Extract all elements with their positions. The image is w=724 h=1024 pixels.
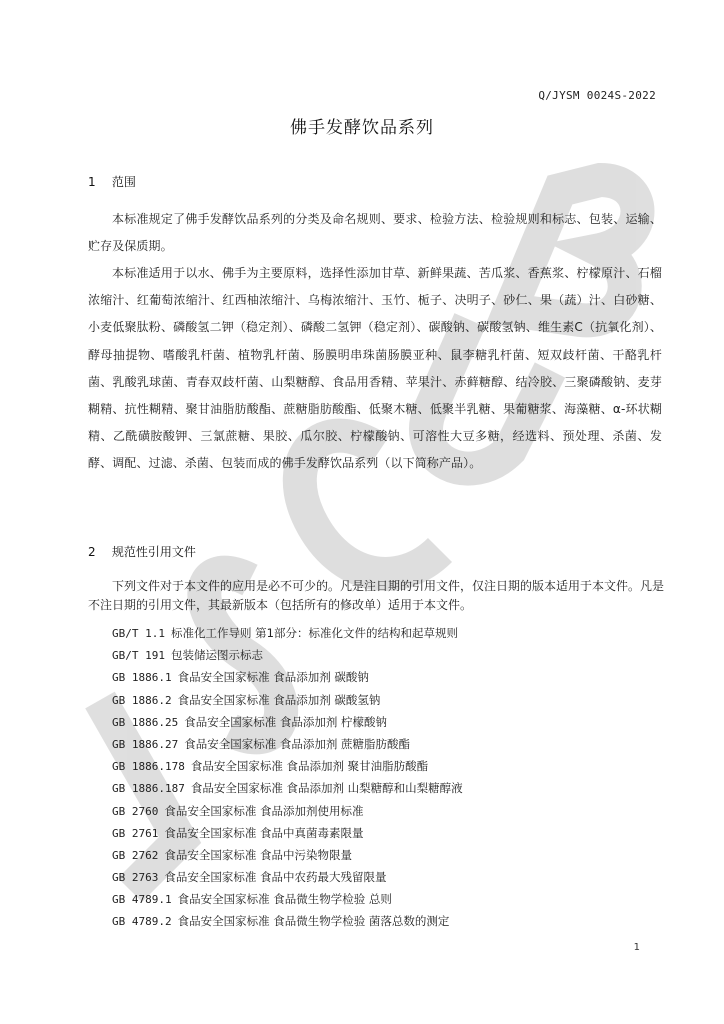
reference-code: GB 2763 <box>112 871 159 885</box>
reference-title: 食品安全国家标准 食品添加剂 柠檬酸钠 <box>184 714 388 729</box>
reference-title: 标准化工作导则 第1部分：标准化文件的结构和起草规则 <box>170 626 458 640</box>
document-title: 佛手发酵饮品系列 <box>290 118 434 138</box>
reference-code: GB/T 191 <box>112 649 165 663</box>
reference-code: GB/T 1.1 <box>112 627 165 640</box>
references-intro-paragraph: 下列文件对于本文件的应用是必不可少的。凡是注日期的引用文件，仅注日期的版本适用于本文件。凡是不注日期的引用文件，其最新版本（包括所有的修改单）适用于本文件。 <box>88 579 665 612</box>
reference-title: 食品安全国家标准 食品添加剂 碳酸钠 <box>177 670 369 685</box>
reference-item <box>112 844 463 866</box>
section-number: 1 <box>88 175 96 189</box>
reference-code: GB 4789.2 <box>112 915 172 929</box>
section-heading-normative-references <box>88 543 196 560</box>
section-heading-scope <box>88 173 136 190</box>
section-title: 规范性引用文件 <box>111 545 196 559</box>
reference-item <box>112 800 463 822</box>
reference-item <box>112 866 463 888</box>
reference-item <box>112 644 463 666</box>
reference-item <box>112 711 463 733</box>
reference-item <box>112 910 463 932</box>
section-title: 范围 <box>111 175 136 189</box>
section-number: 2 <box>88 545 96 559</box>
reference-item <box>112 622 463 644</box>
reference-list <box>112 622 463 933</box>
reference-code: GB 2761 <box>112 826 159 840</box>
reference-code: GB 4789.1 <box>112 893 172 907</box>
reference-item <box>112 666 463 688</box>
reference-title: 食品安全国家标准 食品中农药最大残留限量 <box>164 870 387 885</box>
reference-code: GB 1886.178 <box>112 760 185 774</box>
reference-code: GB 1886.27 <box>112 737 179 751</box>
reference-item <box>112 822 463 844</box>
reference-title: 食品安全国家标准 食品中污染物限量 <box>164 847 353 862</box>
reference-item <box>112 888 463 910</box>
reference-title: 包装储运图示标志 <box>170 648 263 663</box>
reference-item <box>112 755 463 777</box>
reference-code: GB 2762 <box>112 848 159 862</box>
reference-title: 食品安全国家标准 食品中真菌毒素限量 <box>164 825 364 840</box>
reference-code: GB 1886.25 <box>112 715 179 729</box>
reference-title: 食品安全国家标准 食品微生物学检验 总则 <box>177 892 392 907</box>
reference-title: 食品安全国家标准 食品添加剂 碳酸氢钠 <box>177 692 381 707</box>
reference-title: 食品安全国家标准 食品添加剂 山梨糖醇和山梨糖醇液 <box>190 781 463 796</box>
reference-title: 食品安全国家标准 食品添加剂使用标准 <box>164 803 364 818</box>
reference-code: GB 2760 <box>112 804 159 818</box>
reference-title: 食品安全国家标准 食品添加剂 蔗糖脂肪酸酯 <box>184 736 411 751</box>
reference-item <box>112 689 463 711</box>
reference-title: 食品安全国家标准 食品添加剂 聚甘油脂肪酸酯 <box>190 759 429 774</box>
reference-item <box>112 733 463 755</box>
scope-paragraph-2: 本标准适用于以水、佛手为主要原料，选择性添加甘草、新鲜果蔬、苦瓜浆、香蕉浆、柠檬原汁、石榴浓缩汁、红葡萄浓缩汁、红西柚浓缩汁、乌梅浓缩汁、玉竹、栀子、决明子、砂仁、果（蔬）汁、白砂糖、小麦低聚肽粉、磷酸氢二钾（稳定剂）、磷酸二氢钾（稳定剂）、碳酸钠、碳酸氢钠、维生素C（抗氧化剂）、酵母抽提物、嗜酸乳杆菌、植物乳杆菌、肠膜明串珠菌肠膜亚种、鼠李糖乳杆菌、短双歧杆菌、干酪乳杆菌、乳酸乳球菌、青春双歧杆菌、山梨糖醇、食品用香精、苹果汁、赤藓糖醇、结冷胶、三聚磷酸钠、麦芽糊精、抗性糊精、聚甘油脂肪酸酯、蔗糖脂肪酸酯、低聚木糖、低聚半乳糖、果葡糖浆、海藻糖、α-环状糊精、乙酰磺胺酸钾、三氯蔗糖、果胶、瓜尔胶、柠檬酸钠、可溶性大豆多糖，经选料、预处理、杀菌、发酵、调配、过滤、杀菌、包装而成的佛手发酵饮品系列（以下简称产品）。 <box>88 266 662 471</box>
reference-title: 食品安全国家标准 食品微生物学检验 菌落总数的测定 <box>177 914 450 929</box>
reference-code: GB 1886.2 <box>112 693 172 707</box>
page-number: 1 <box>633 942 640 953</box>
reference-code: GB 1886.1 <box>112 671 172 685</box>
document-code: Q/JYSM 0024S-2022 <box>538 89 656 102</box>
reference-item <box>112 777 463 799</box>
scope-paragraph-1: 本标准规定了佛手发酵饮品系列的分类及命名规则、要求、检验方法、检验规则和标志、包装、运输、贮存及保质期。 <box>88 212 662 254</box>
reference-code: GB 1886.187 <box>112 782 185 796</box>
